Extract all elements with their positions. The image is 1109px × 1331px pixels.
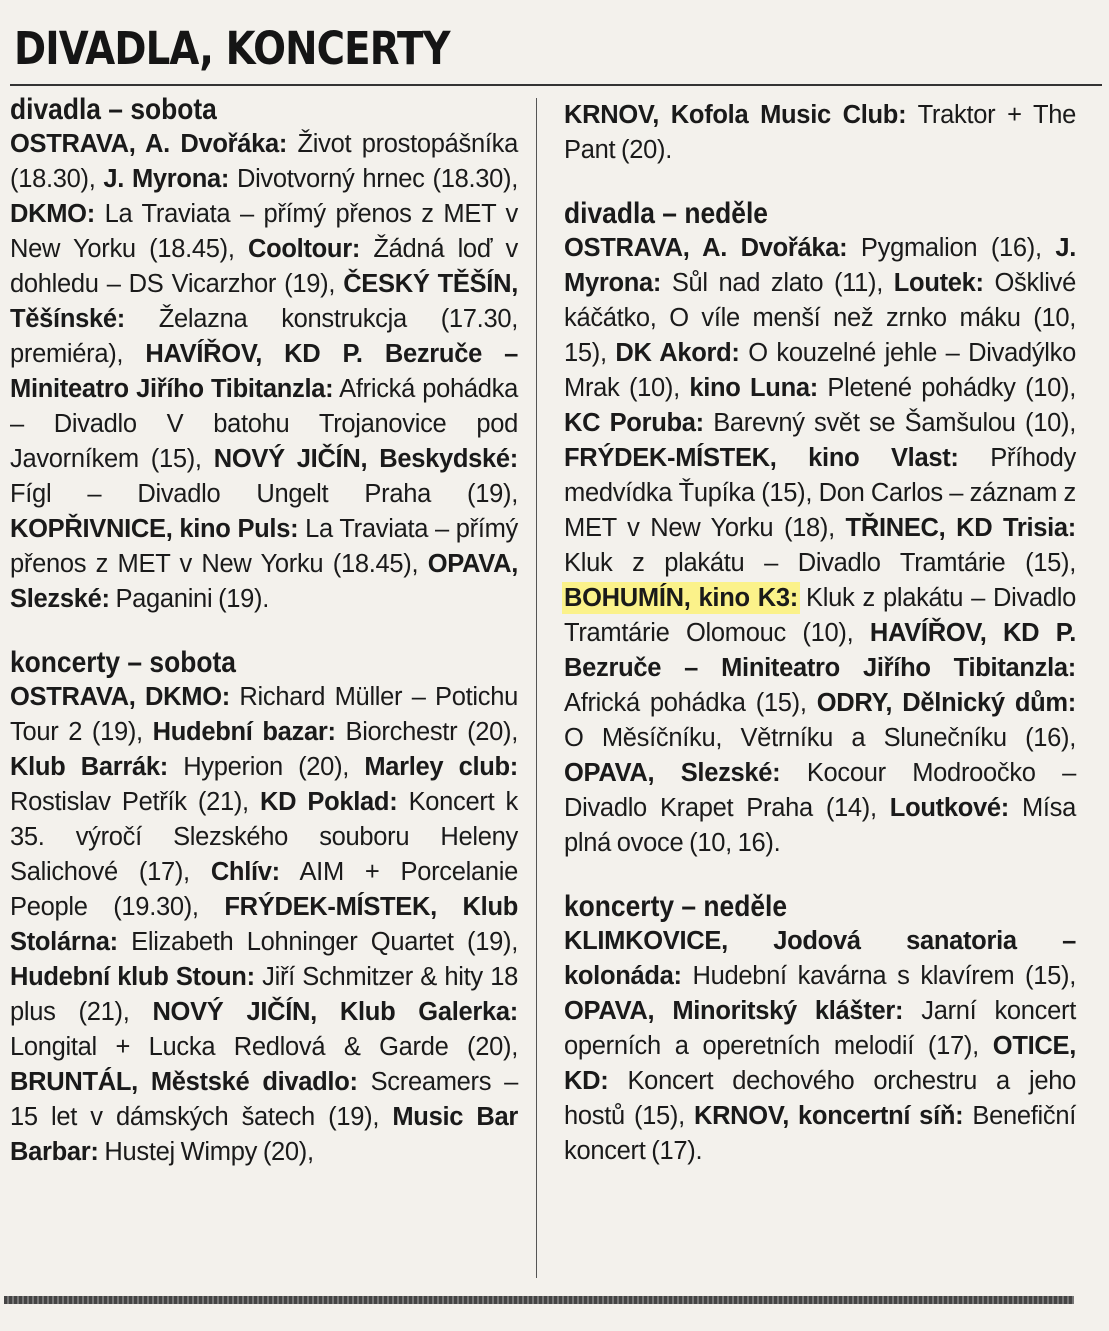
event-text: Kluk z plakátu – Divadlo Tramtárie Olomouc (10), bbox=[564, 584, 1076, 647]
event-text: Elizabeth Lohninger Quartet (19), bbox=[117, 928, 518, 956]
venue-label: NOVÝ JIČÍN, Klub Galerka: bbox=[152, 998, 518, 1026]
event-text: Biorchestr (20), bbox=[335, 718, 519, 746]
event-text: Ošklivé káčátko, O víle menší než zrnko máku (10, 15), bbox=[564, 269, 1076, 367]
event-text: La Traviata – přímý přenos z MET v New Yorku (18.45), bbox=[10, 200, 518, 263]
venue-label: kino Luna: bbox=[689, 374, 818, 402]
listing-text bbox=[564, 98, 1076, 168]
venue-label: J. Myrona: bbox=[103, 165, 230, 193]
event-text: Hustej Wimpy (20), bbox=[98, 1138, 314, 1166]
venue-label: TŘINEC, KD Trisia: bbox=[845, 514, 1077, 542]
section-heading: koncerty – sobota bbox=[10, 646, 236, 679]
venue-label: Cooltour: bbox=[248, 235, 361, 263]
event-text: Žádná loď v dohledu – DS Vicarzhor (19), bbox=[10, 235, 519, 298]
event-text: Africká pohádka – Divadlo V batohu Trojanovice pod Javorníkem (15), bbox=[10, 375, 518, 473]
listing-text bbox=[10, 127, 518, 617]
event-text: Hyperion (20), bbox=[167, 753, 365, 781]
page-title: DIVADLA, KONCERTY bbox=[14, 22, 450, 75]
venue-label: OSTRAVA, A. Dvořáka: bbox=[10, 130, 288, 158]
venue-label: KD Poklad: bbox=[260, 788, 398, 816]
title-rule bbox=[10, 84, 1102, 86]
event-text: Longital + Lucka Redlová & Garde (20), bbox=[10, 1033, 518, 1061]
event-text: Sůl nad zlato (11), bbox=[661, 269, 894, 297]
event-text: Paganini (19). bbox=[109, 585, 270, 613]
event-text: Hudební kavárna s klavírem (15), bbox=[681, 962, 1076, 990]
event-text: Kocour Modroočko – Divadlo Krapet Praha (14), bbox=[564, 759, 1076, 822]
venue-label: HAVÍŘOV, KD P. Bezruče – Miniteatro Jiřího Tibitanzla: bbox=[564, 619, 1076, 682]
section-koncerty-sobota bbox=[10, 645, 518, 1170]
event-text: Africká pohádka (15), bbox=[564, 689, 817, 717]
event-text: Koncert k 35. výročí Slezského souboru Heleny Salichové (17), bbox=[10, 788, 518, 886]
event-text: Jarní koncert operních a operetních melodií (17), bbox=[564, 997, 1076, 1060]
venue-label: KOPŘIVNICE, kino Puls: bbox=[10, 515, 299, 543]
event-text: Život prostopášníka (18.30), bbox=[10, 130, 518, 193]
venue-label: Chlív: bbox=[210, 858, 280, 886]
event-text: Koncert dechového orchestru a jeho hostů (15), bbox=[564, 1067, 1076, 1130]
venue-label: OPAVA, Slezské: bbox=[10, 550, 518, 613]
left-column bbox=[10, 92, 518, 1198]
venue-label: Hudební klub Stoun: bbox=[10, 963, 255, 991]
venue-label: FRÝDEK-MÍSTEK, Klub Stolárna: bbox=[10, 893, 518, 956]
venue-label: Hudební bazar: bbox=[152, 718, 336, 746]
venue-label: NOVÝ JIČÍN, Beskydské: bbox=[213, 445, 518, 473]
section-heading: koncerty – neděle bbox=[564, 890, 788, 923]
venue-label: DK Akord: bbox=[615, 339, 740, 367]
right-column bbox=[564, 98, 1076, 1197]
event-text: Benefiční koncert (17). bbox=[564, 1102, 1077, 1165]
event-text: Richard Müller – Potichu Tour 2 (19), bbox=[10, 683, 518, 746]
venue-label: KLIMKOVICE, Jodová sanatoria – kolonáda: bbox=[564, 927, 1076, 990]
column-divider bbox=[536, 98, 537, 1278]
venue-label: DKMO: bbox=[10, 200, 95, 228]
venue-label: OSTRAVA, DKMO: bbox=[10, 683, 230, 711]
venue-label: KRNOV, koncertní síň: bbox=[693, 1102, 964, 1130]
event-text: Pletené pohádky (10), bbox=[817, 374, 1076, 402]
section-koncerty-nedele bbox=[564, 889, 1076, 1169]
event-text: Fígl – Divadlo Ungelt Praha (19), bbox=[10, 480, 518, 508]
venue-label: OPAVA, Minoritský klášter: bbox=[564, 997, 904, 1025]
event-text: Jiří Schmitzer & hity 18 plus (21), bbox=[10, 963, 518, 1026]
venue-label: J. Myrona: bbox=[564, 234, 1076, 297]
section-heading: divadla – neděle bbox=[564, 197, 768, 230]
venue-label: BRUNTÁL, Městské divadlo: bbox=[10, 1068, 358, 1096]
event-text: La Traviata – přímý přenos z MET v New Yorku (18.45), bbox=[10, 515, 519, 578]
venue-label: Loutkové: bbox=[889, 794, 1009, 822]
venue-label: KRNOV, Kofola Music Club: bbox=[564, 101, 907, 129]
event-text: Mísa plná ovoce (10, 16). bbox=[564, 794, 1077, 857]
event-text: Screamers – 15 let v dámských šatech (19), bbox=[10, 1068, 518, 1131]
bottom-rule bbox=[4, 1296, 1074, 1304]
venue-label: OTICE, KD: bbox=[564, 1032, 1076, 1095]
venue-label: ČESKÝ TĚŠÍN, Těšínské: bbox=[10, 270, 518, 333]
venue-label: KC Poruba: bbox=[564, 409, 704, 437]
event-text: Rostislav Petřík (21), bbox=[10, 788, 260, 816]
listing-text bbox=[564, 231, 1076, 861]
venue-label: Music Bar Barbar: bbox=[10, 1103, 518, 1166]
event-text: Příhody medvídka Ťupíka (15), Don Carlos – záznam z MET v New Yorku (18), bbox=[564, 444, 1076, 542]
venue-label: Klub Barrák: bbox=[10, 753, 168, 781]
event-text: O kouzelné jehle – Divadýlko Mrak (10), bbox=[564, 339, 1076, 402]
venue-label: HAVÍŘOV, KD P. Bezruče – Miniteatro Jiřího Tibitanzla: bbox=[10, 340, 518, 403]
event-text: Pygmalion (16), bbox=[847, 234, 1056, 262]
event-text: Kluk z plakátu – Divadlo Tramtárie (15), bbox=[564, 549, 1076, 577]
event-text: O Měsíčníku, Větrníku a Slunečníku (16), bbox=[564, 724, 1076, 752]
venue-label: OSTRAVA, A. Dvořáka: bbox=[564, 234, 848, 262]
venue-label: FRÝDEK-MÍSTEK, kino Vlast: bbox=[564, 444, 959, 472]
listing-text bbox=[564, 924, 1076, 1169]
event-text: AIM + Porcelanie People (19.30), bbox=[10, 858, 518, 921]
listing-text bbox=[10, 680, 518, 1170]
event-text: Barevný svět se Šamšulou (10), bbox=[703, 409, 1076, 437]
section-koncerty-sobota-continued bbox=[564, 98, 1076, 168]
venue-label: ODRY, Dělnický dům: bbox=[816, 689, 1076, 717]
section-divadla-nedele bbox=[564, 196, 1076, 861]
event-text: Traktor + The Pant (20). bbox=[564, 101, 1077, 164]
venue-label: Loutek: bbox=[893, 269, 984, 297]
venue-label: OPAVA, Slezské: bbox=[564, 759, 781, 787]
venue-label: BOHUMÍN, kino K3: bbox=[564, 584, 798, 612]
event-text: Želazna konstrukcja (17.30, premiéra), bbox=[10, 305, 518, 368]
venue-label: Marley club: bbox=[364, 753, 518, 781]
section-divadla-sobota bbox=[10, 92, 518, 617]
event-text: Divotvorný hrnec (18.30), bbox=[229, 165, 518, 193]
section-heading: divadla – sobota bbox=[10, 93, 217, 126]
